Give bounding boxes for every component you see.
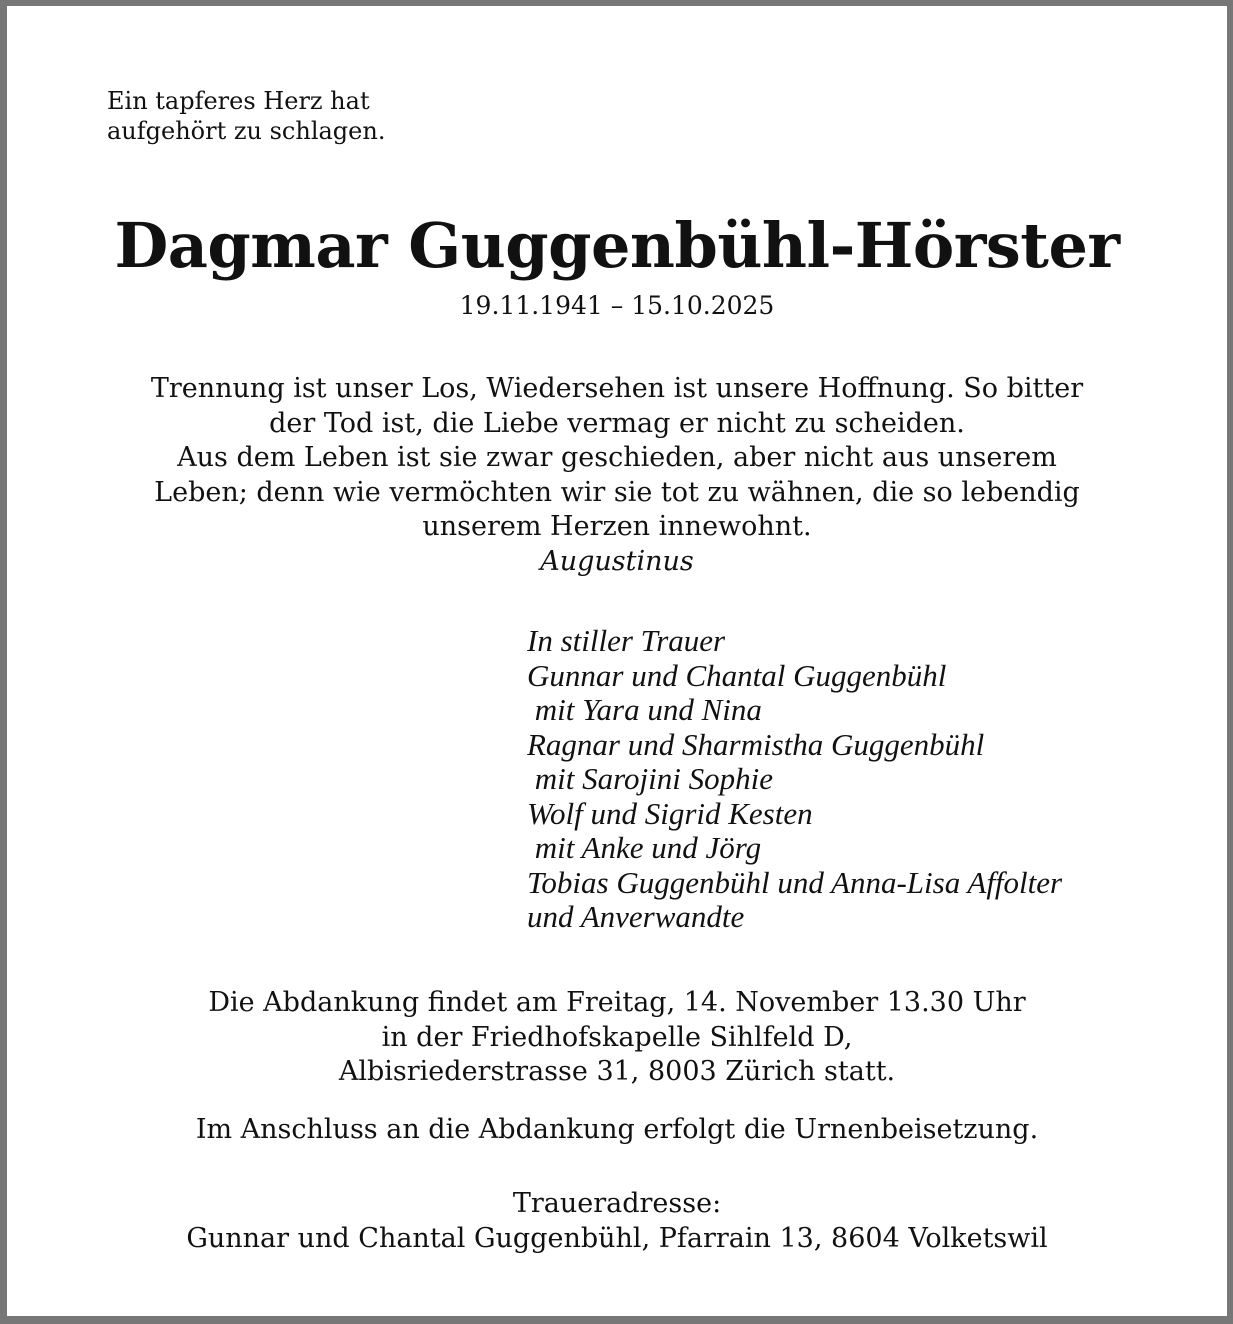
- address-line: Gunnar und Chantal Guggenbühl, Pfarrain 13, 8604 Volketswil: [186, 1222, 1048, 1254]
- mourner-line: mit Sarojini Sophie: [527, 761, 773, 796]
- quote-line: Trennung ist unser Los, Wiedersehen ist unsere Hoffnung. So bitter: [150, 373, 1084, 404]
- mourner-line: Wolf und Sigrid Kesten: [527, 795, 813, 831]
- service-line: in der Friedhofskapelle Sihlfeld D,: [381, 1021, 853, 1053]
- quote-line: Leben; denn wie vermöchten wir sie tot zu wähnen, die so lebendig: [154, 476, 1080, 508]
- quote-line: unserem Herzen innewohnt.: [422, 511, 812, 542]
- intro-line: Ein tapferes Herz hat: [107, 87, 370, 115]
- address-label: Traueradresse:: [512, 1188, 722, 1219]
- mourner-line: Gunnar und Chantal Guggenbühl: [527, 657, 947, 693]
- service-line: Die Abdankung findet am Freitag, 14. November 13.30 Uhr: [208, 987, 1026, 1018]
- intro-line: aufgehört zu schlagen.: [107, 117, 386, 145]
- service-info: [7, 986, 1227, 1090]
- quote-author: Augustinus: [540, 545, 694, 577]
- deceased-name: Dagmar Guggenbühl-Hörster: [114, 209, 1120, 282]
- service-line: Albisriederstrasse 31, 8003 Zürich statt.: [338, 1056, 896, 1087]
- mourner-line: mit Anke und Jörg: [527, 830, 762, 865]
- quote-line: Aus dem Leben ist sie zwar geschieden, aber nicht aus unserem: [177, 442, 1057, 473]
- quote-line: der Tod ist, die Liebe vermag er nicht zu scheiden.: [269, 407, 965, 439]
- mourner-line: Tobias Guggenbühl und Anna-Lisa Affolter: [527, 864, 1063, 900]
- mourners-list: [527, 624, 1062, 935]
- mourner-line: mit Yara und Nina: [527, 692, 762, 727]
- mourner-line: Ragnar und Sharmistha Guggenbühl: [527, 726, 985, 762]
- obituary-page: [7, 6, 1227, 1316]
- mourner-line: In stiller Trauer: [527, 623, 726, 658]
- burial-info: Im Anschluss an die Abdankung erfolgt die Urnenbeisetzung.: [195, 1114, 1039, 1145]
- mourning-address: [7, 1187, 1227, 1256]
- quote: [7, 372, 1227, 579]
- mourner-line: und Anverwandte: [527, 899, 745, 934]
- intro-text: [107, 86, 385, 146]
- life-dates: 19.11.1941 – 15.10.2025: [459, 291, 775, 320]
